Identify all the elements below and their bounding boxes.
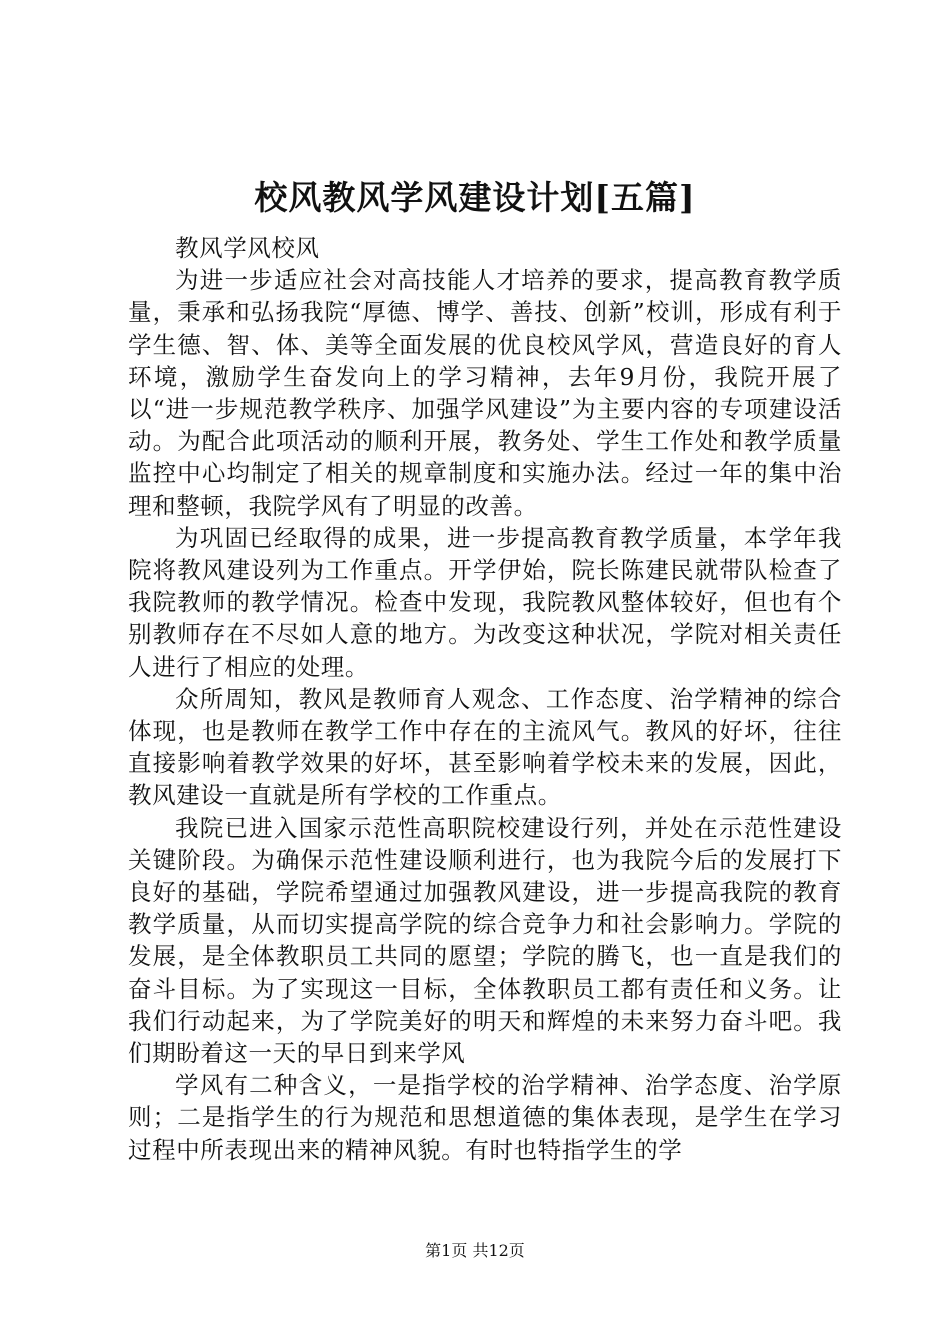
paragraph: 众所周知，教风是教师育人观念、工作态度、治学精神的综合体现，也是教师在教学工作中存在的主流风气。教风的好坏，往往直接影响着教学效果的好坏，甚至影响着学校未来的发展，因此，教风建设一直就是所有学校的工作重点。: [128, 684, 842, 810]
paragraph: 学风有二种含义，一是指学校的治学精神、治学态度、治学原则；二是指学生的行为规范和思想道德的集体表现，是学生在学习过程中所表现出来的精神风貌。有时也特指学生的学: [128, 1071, 842, 1164]
paragraph: 为进一步适应社会对高技能人才培养的要求，提高教育教学质量，秉承和弘扬我院“厚德、博学、善技、创新”校训，形成有利于学生德、智、体、美等全面发展的优良校风学风，营造良好的育人环境，激励学生奋发向上的学习精神，去年9月份，我院开展了以“进一步规范教学秩序、加强学风建设”为主要内容的专项建设活动。为配合此项活动的顺利开展，教务处、学生工作处和教学质量监控中心均制定了相关的规章制度和实施办法。经过一年的集中治理和整顿，我院学风有了明显的改善。: [128, 266, 842, 520]
paragraph: 为巩固已经取得的成果，进一步提高教育教学质量，本学年我院将教风建设列为工作重点。开学伊始，院长陈建民就带队检查了我院教师的教学情况。检查中发现，我院教风整体较好，但也有个别教师存在不尽如人意的地方。为改变这种状况，学院对相关责任人进行了相应的处理。: [128, 523, 842, 681]
page-number-footer: 第1页 共12页: [425, 1241, 525, 1260]
paragraph: 我院已进入国家示范性高职院校建设行列，并处在示范性建设关键阶段。为确保示范性建设顺利进行，也为我院今后的发展打下良好的基础，学院希望通过加强教风建设，进一步提高我院的教育教学质量，从而切实提高学院的综合竞争力和社会影响力。学院的发展，是全体教职员工共同的愿望；学院的腾飞，也一直是我们的奋斗目标。为了实现这一目标，全体教职员工都有责任和义务。让我们行动起来，为了学院美好的明天和辉煌的未来努力奋斗吧。我们期盼着这一天的早日到来学风: [128, 813, 842, 1068]
document-body: [128, 232, 842, 1166]
paragraph-subtitle: 教风学风校风: [175, 234, 320, 262]
document-title: 校风教风学风建设计划[五篇]: [254, 178, 696, 217]
